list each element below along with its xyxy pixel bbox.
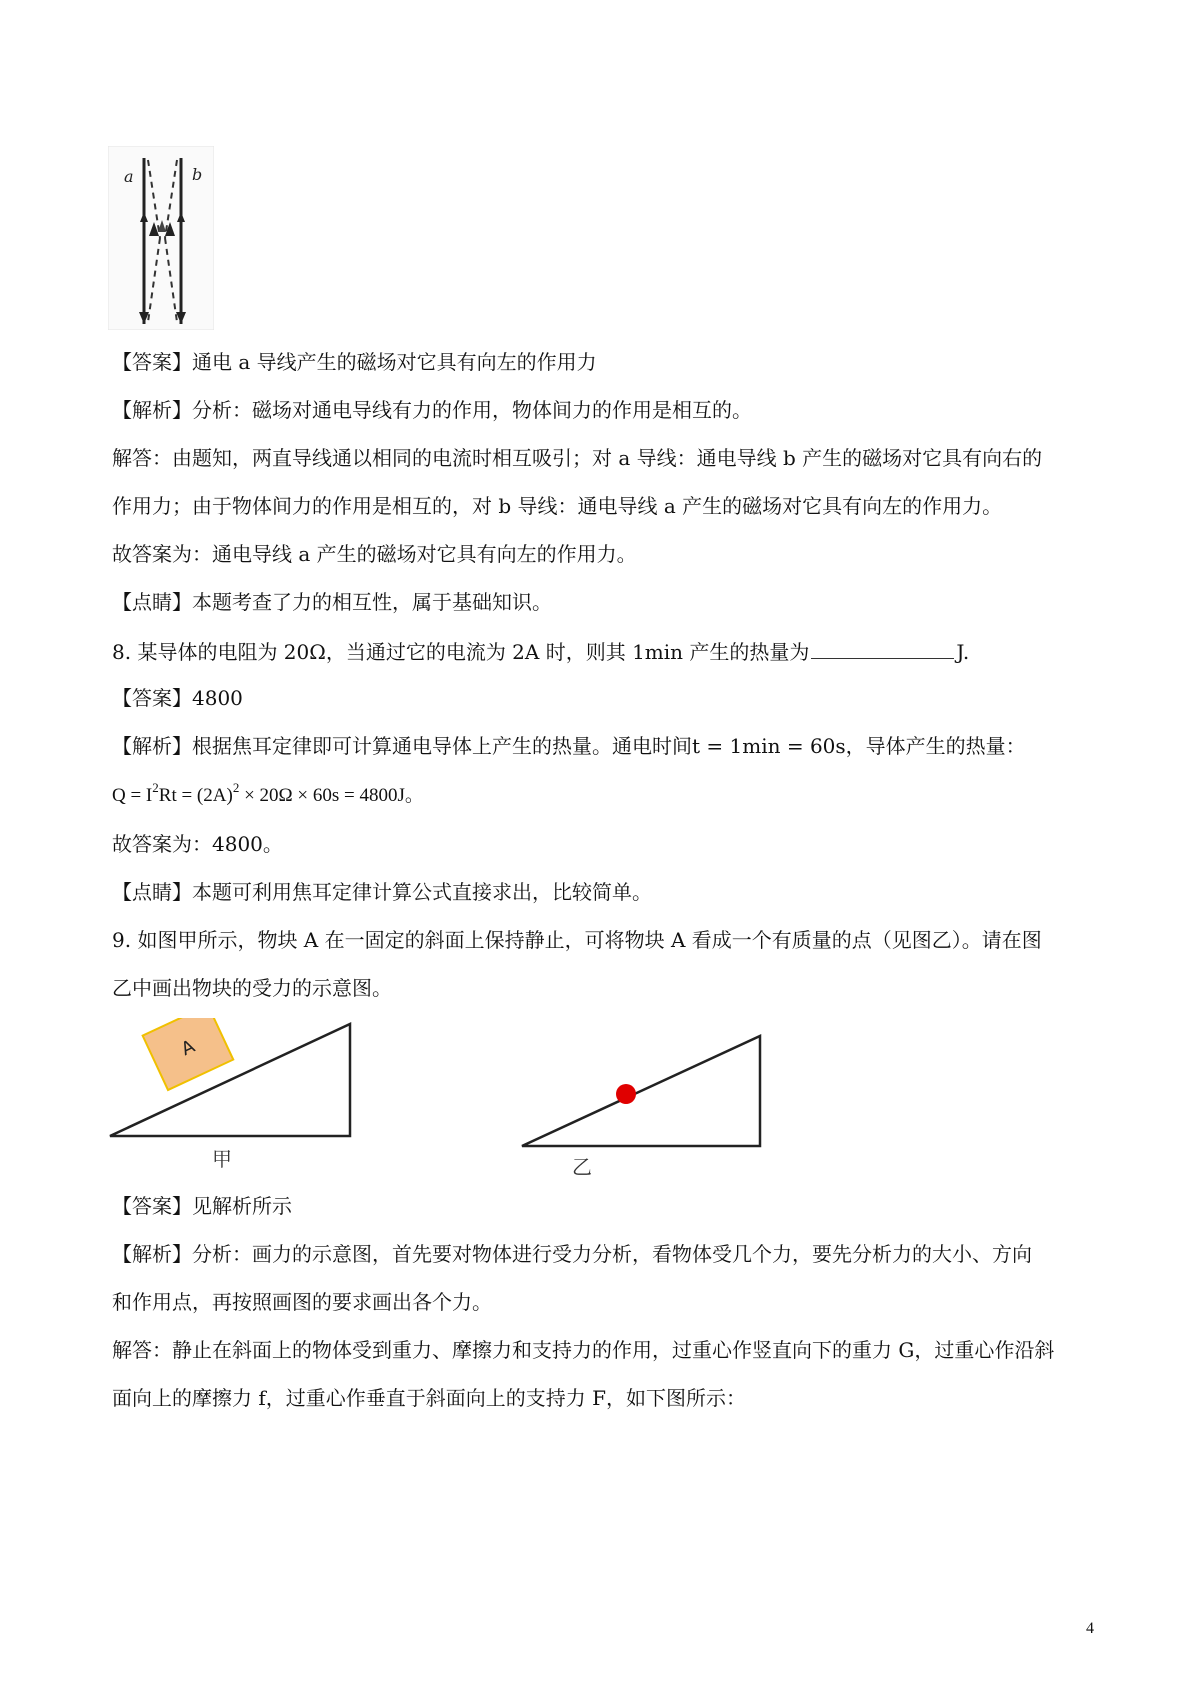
wire-label-a: a (124, 167, 134, 186)
q8-question-text: 8. 某导体的电阻为 20Ω，当通过它的电流为 2A 时，则其 1min 产生的热量为 (112, 640, 810, 664)
q9-analysis-line1: 【解析】分析：画力的示意图，首先要对物体进行受力分析，看物体受几个力，要先分析力的大小、方向 (112, 1242, 1032, 1266)
q8-question (112, 636, 969, 666)
q8-formula: $Q = I^2Rt = (2A)^2 \times 20\Omega \times 60s = 4800J$。 (112, 780, 424, 806)
wires-diagram (108, 146, 214, 330)
q8-comment: 【点睛】本题可利用焦耳定律计算公式直接求出，比较简单。 (112, 880, 652, 904)
mass-point (616, 1084, 636, 1104)
figure-yi-caption: 乙 (572, 1155, 592, 1178)
q8-answer: 【答案】4800 (112, 686, 243, 710)
wires-figure (108, 146, 214, 330)
q8-final: 故答案为：4800。 (112, 832, 283, 856)
page-number: 4 (1086, 1620, 1094, 1637)
exponent: 2 (152, 780, 159, 795)
q9-question-line1: 9. 如图甲所示，物块 A 在一固定的斜面上保持静止，可将物块 A 看成一个有质量的点（见图乙）。请在图 (112, 928, 1042, 952)
exponent: 2 (232, 780, 240, 795)
figure-yi (518, 1028, 768, 1178)
figure-jia-caption: 甲 (212, 1147, 232, 1168)
q7-solution-line2: 作用力；由于物体间力的作用是相互的，对 b 导线：通电导线 a 产生的磁场对它具有向左的作用力。 (112, 494, 1003, 518)
q7-solution-line1: 解答：由题知，两直导线通以相同的电流时相互吸引；对 a 导线：通电导线 b 产生的磁场对它具有向右的 (112, 446, 1043, 470)
q8-question-unit: J. (956, 640, 970, 664)
q9-solution-line1: 解答：静止在斜面上的物体受到重力、摩擦力和支持力的作用，过重心作竖直向下的重力 G，过重心作沿斜 (112, 1338, 1055, 1362)
block-a-label: A (178, 1035, 199, 1061)
q9-analysis-line2: 和作用点，再按照画图的要求画出各个力。 (112, 1290, 492, 1314)
q9-solution-line2: 面向上的摩擦力 f，过重心作垂直于斜面向上的支持力 F，如下图所示： (112, 1386, 746, 1410)
incline-with-block (104, 1018, 364, 1168)
incline-yi (522, 1036, 760, 1146)
figure-jia (104, 1018, 364, 1168)
q8-analysis: 【解析】根据焦耳定律即可计算通电导体上产生的热量。通电时间t = 1min = 60s，导体产生的热量： (112, 734, 1026, 758)
incline-with-point (518, 1028, 768, 1178)
q7-comment: 【点睛】本题考查了力的相互性，属于基础知识。 (112, 590, 552, 614)
q7-analysis: 【解析】分析：磁场对通电导线有力的作用，物体间力的作用是相互的。 (112, 398, 752, 422)
block-a (143, 1018, 234, 1090)
answer-blank (811, 636, 954, 659)
wire-label-b: b (192, 165, 203, 184)
q9-question-line2: 乙中画出物块的受力的示意图。 (112, 976, 392, 1000)
q9-answer: 【答案】见解析所示 (112, 1194, 292, 1218)
q7-final: 故答案为：通电导线 a 产生的磁场对它具有向左的作用力。 (112, 542, 637, 566)
q7-answer: 【答案】通电 a 导线产生的磁场对它具有向左的作用力 (112, 350, 597, 374)
